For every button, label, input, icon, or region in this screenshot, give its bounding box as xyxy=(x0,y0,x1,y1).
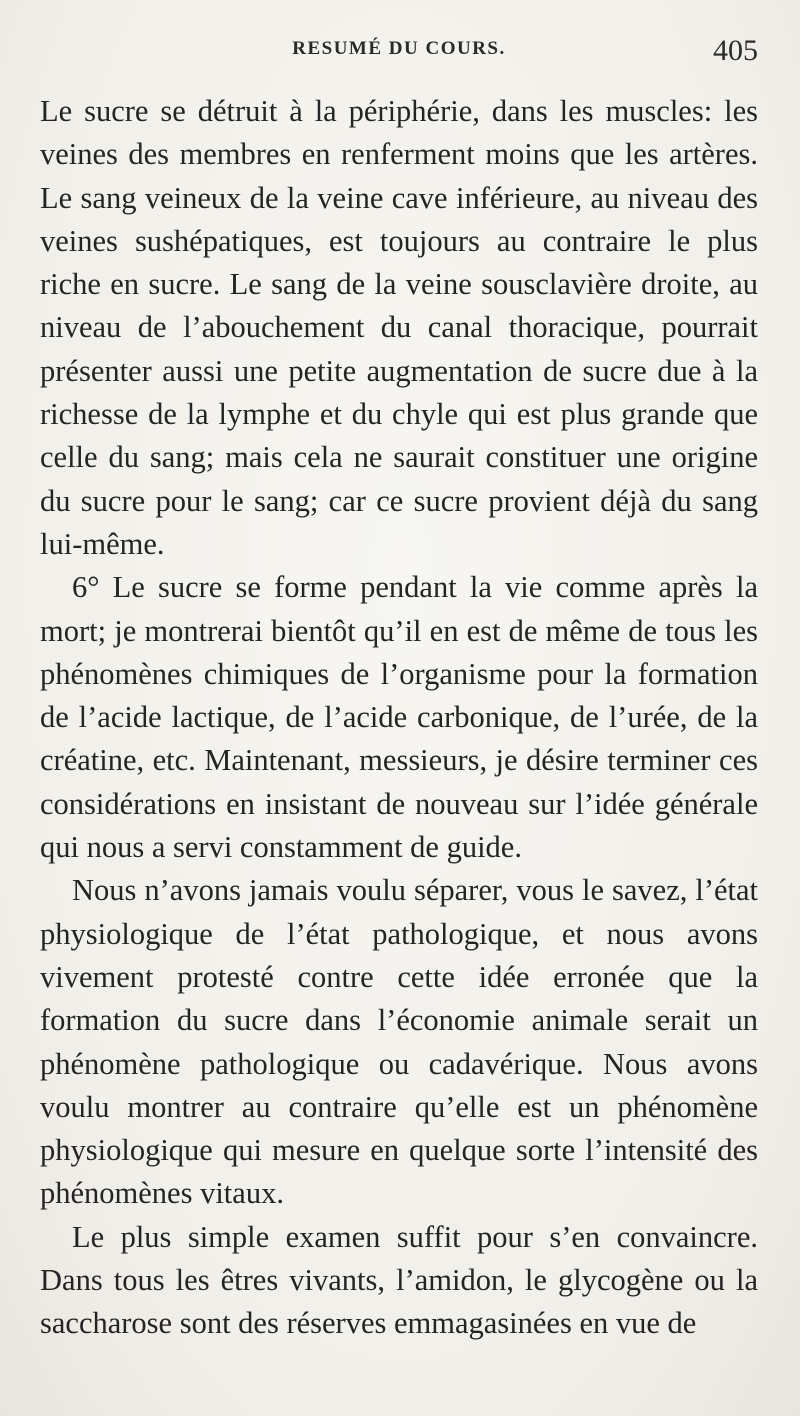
body-text xyxy=(40,90,758,1346)
paragraph: Nous n’avons jamais voulu séparer, vous le savez, l’état physiologique de l’état pathologique, et nous avons vivement protesté contre cette idée erronée que la formation du sucre dans l’économie animale serait un phénomène pathologique ou cadavérique. Nous avons voulu montrer au contraire qu’elle est un phénomène physiologique qui mesure en quelque sorte l’intensité des phénomènes vitaux. xyxy=(40,873,758,1211)
page-number: 405 xyxy=(713,34,758,67)
page-header xyxy=(40,34,758,74)
running-title: RESUMÉ DU COURS. xyxy=(292,38,506,59)
paragraph: Le plus simple examen suffit pour s’en convaincre. Dans tous les êtres vivants, l’amidon, le glycogène ou la saccharose sont des réserves emmagasinées en vue de xyxy=(40,1219,758,1341)
paragraph: Le sucre se détruit à la périphérie, dans les muscles: les veines des membres en renferment moins que les artères. Le sang veineux de la veine cave inférieure, au niveau des veines sushépatiques, est toujours au contraire le plus riche en sucre. Le sang de la veine sousclavière droite, au niveau de l’abouchement du canal thoracique, pourrait présenter aussi une petite augmentation de sucre due à la richesse de la lymphe et du chyle qui est plus grande que celle du sang; mais cela ne saurait constituer une origine du sucre pour le sang; car ce sucre provient déjà du sang lui-même. xyxy=(40,94,758,561)
paragraph: 6° Le sucre se forme pendant la vie comme après la mort; je montrerai bientôt qu’il en est de même de tous les phénomènes chimiques de l’organisme pour la formation de l’acide lactique, de l’acide carbonique, de l’urée, de la créatine, etc. Maintenant, messieurs, je désire terminer ces considérations en insistant de nouveau sur l’idée générale qui nous a servi constamment de guide. xyxy=(40,570,758,865)
